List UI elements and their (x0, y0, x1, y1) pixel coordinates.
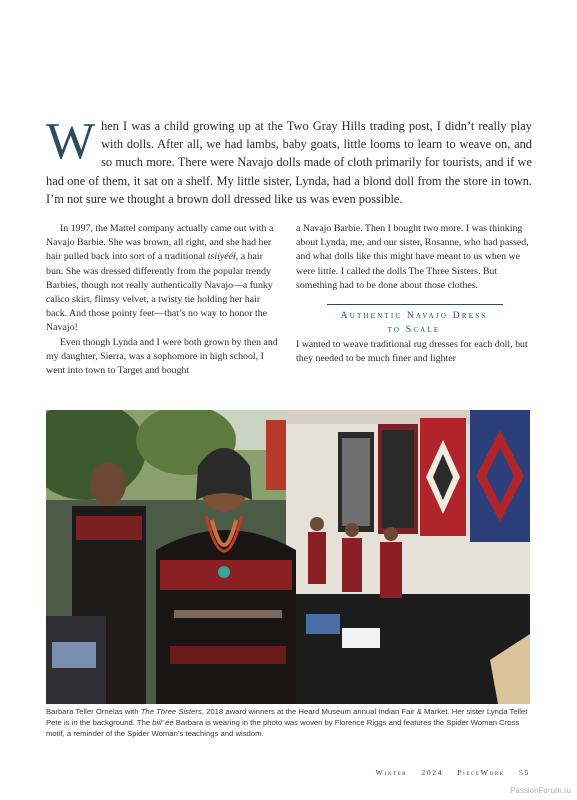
caption-text-a: Barbara Teller Ornelas with (46, 707, 141, 716)
drop-cap: W (46, 113, 96, 170)
page-footer (360, 768, 530, 777)
watermark: PassionForum.ru (510, 786, 571, 795)
footer-year: 2024 (421, 768, 444, 777)
section-heading-line-2: to Scale (387, 324, 441, 336)
intro-text: hen I was a child growing up at the Two Gray Hills trading post, I didn’t really play with dolls. After all, we had lambs, baby goats, little looms to learn to weave on, and so much more. There were Navajo dolls made of cloth primarily for tourists, and if we had one of them, it sat on a shelf. My little sister, Lynda, had a blond doll from the store in town. I’m not sure we thought a brown doll dressed like us was even possible. (46, 119, 532, 206)
left-p1-text-b: , a hair bun. She was dressed differently from the popular trendy Barbies, though not really authentically Navajo—a funky calico skirt, flimsy velvet, a twisty tie holding her hair back. And those pointy feet—that’s no way to honor the Navajo! (46, 251, 273, 334)
caption-term: biil’ éé (152, 718, 174, 727)
event-photo (46, 410, 530, 704)
right-paragraph-1: a Navajo Barbie. Then I bought two more. I was thinking about Lynda, me, and our sister, Rosanne, who had passed, and what dolls like this might have meant to us when we were little. I called the dolls The Three Sisters. But something had to be done about those clothes. (296, 223, 529, 291)
left-column (46, 222, 282, 378)
caption-text-c: Barbara is wearing in the photo was woven by Florence Riggs and features the Spider Woman Cross motif, a reminder of the Spider Woman’s teachings and wisdom. (46, 718, 520, 738)
footer-season: Winter (375, 768, 408, 777)
section-rule (327, 304, 503, 305)
navajo-term: tsiiyééł (207, 251, 236, 263)
right-paragraph-2: I wanted to weave traditional rug dresses for each doll, but they needed to be much finer and lighter (296, 339, 528, 365)
photo-caption (46, 706, 530, 739)
page-number: 55 (519, 768, 530, 777)
caption-text-b: , 2018 award winners at the Heard Museum annual Indian Fair & Market. Her sister Lynda Teller Pete is in the background. The (46, 707, 528, 727)
section-heading (296, 309, 532, 337)
left-p1-text-a: In 1997, the Mattel company actually came out with a Navajo Barbie. She was brown, all right, and she had her hair pulled back into sort of a traditional (46, 223, 274, 263)
left-paragraph-1 (46, 222, 282, 336)
footer-magazine: PieceWork (457, 768, 505, 777)
photo-illustration (46, 410, 530, 704)
left-paragraph-2: Even though Lynda and I were both grown by then and my daughter, Sierra, was a sophomore in high school, I went into town to Target and bought (46, 336, 278, 377)
section-heading-line-1: Authentic Navajo Dress (340, 310, 488, 322)
caption-title: The Three Sisters (140, 707, 202, 716)
right-column (296, 222, 532, 366)
intro-paragraph (46, 113, 532, 208)
